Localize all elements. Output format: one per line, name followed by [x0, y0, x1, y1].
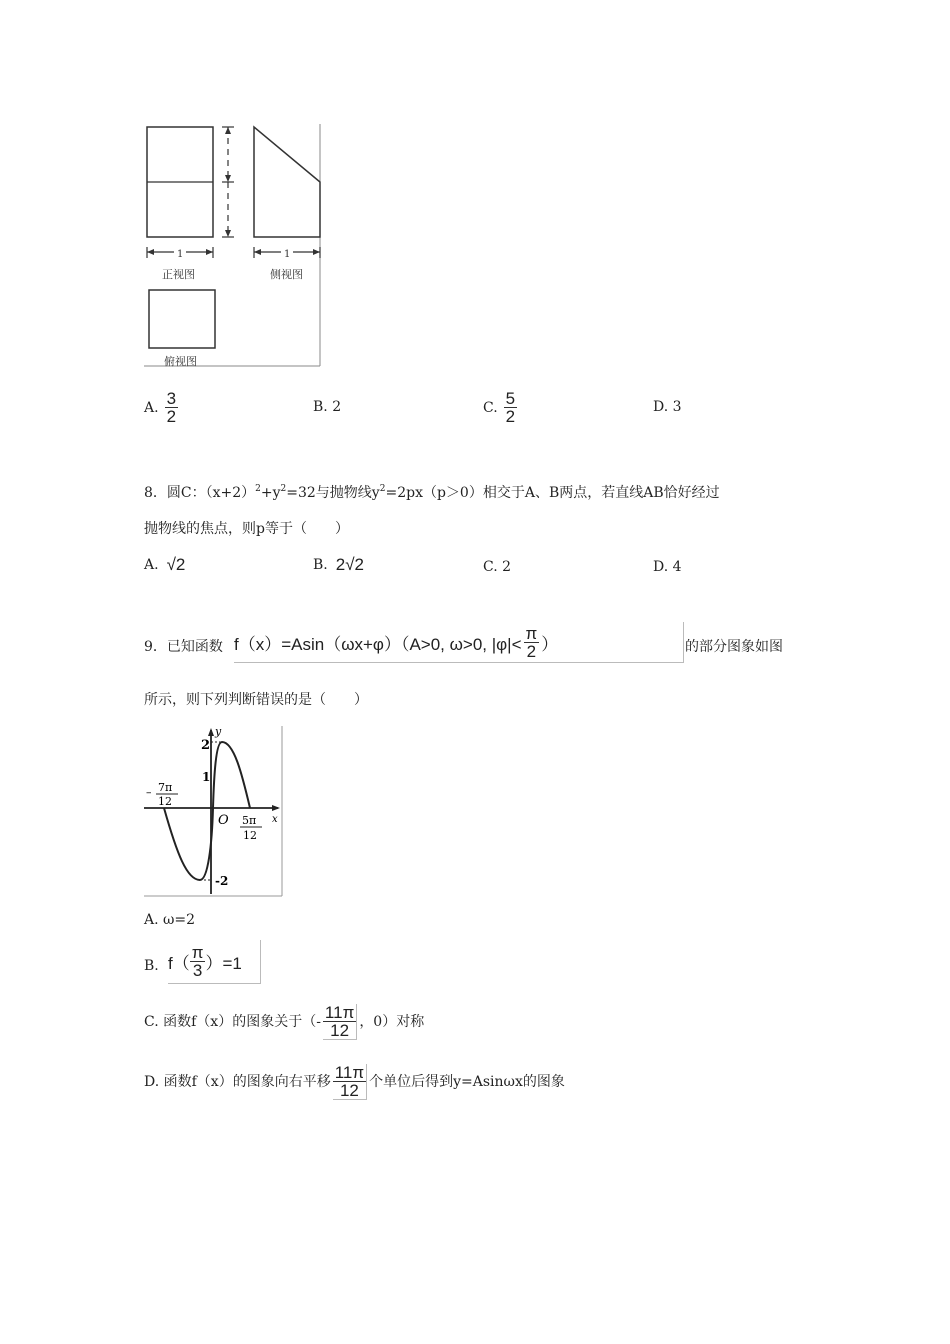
- q7-c-denominator: 2: [505, 407, 516, 426]
- left-tick-den: 12: [158, 795, 172, 808]
- q9-option-b-num: π: [191, 943, 204, 962]
- q8-sup2: 2: [280, 484, 287, 494]
- q9-formula-close: ）: [541, 634, 559, 654]
- q7-option-c-letter: C.: [483, 399, 498, 416]
- x-axis-label: x: [272, 814, 278, 825]
- side-view-label: 侧视图: [270, 268, 303, 281]
- q8-option-a-value: √2: [166, 555, 186, 574]
- origin-label: O: [218, 813, 229, 828]
- q8-option-a-letter: A.: [144, 557, 159, 573]
- q7-option-a[interactable]: [144, 390, 178, 425]
- q8-text-b: +y: [260, 485, 281, 501]
- q8-stem-line2: 抛物线的焦点，则p等于（ ）: [144, 521, 349, 537]
- q9-option-b[interactable]: [144, 956, 159, 976]
- q8-sup1: 2: [255, 484, 261, 494]
- y-axis-label: y: [215, 725, 222, 738]
- right-tick-num: 5π: [242, 814, 257, 827]
- q7-option-c-fraction: [504, 390, 517, 425]
- right-tick-den: 12: [243, 829, 257, 842]
- q8-option-b-value: 2√2: [335, 555, 364, 574]
- q9-option-b-fraction: [190, 944, 206, 979]
- q8-option-b[interactable]: [313, 555, 364, 575]
- q9-option-c-num: 11π: [324, 1003, 355, 1022]
- q9-option-b-den: 3: [192, 961, 203, 980]
- q8-text-d: =2px（p＞0）相交于A、B两点，若直线AB恰好经过: [385, 485, 720, 501]
- side-dim-label: 1: [284, 249, 291, 260]
- tick-2-label: 2: [201, 738, 211, 753]
- left-tick-num: 7π: [158, 781, 173, 794]
- q7-option-b[interactable]: B. 2: [313, 399, 342, 415]
- q9-option-d[interactable]: [144, 1064, 565, 1100]
- q9-option-c-post: ，0）对称: [359, 1014, 425, 1030]
- q9-prefix: 9．已知函数: [144, 639, 223, 655]
- q8-option-d[interactable]: D. 4: [653, 559, 682, 575]
- q9-suffix: 的部分图象如图: [685, 639, 783, 655]
- q9-option-c-pre: C. 函数f（x）的图象关于（-: [144, 1014, 321, 1030]
- q9-option-d-num: 11π: [334, 1063, 365, 1082]
- q7-a-numerator: 3: [166, 389, 177, 408]
- q9-option-b-f: f（: [168, 954, 190, 973]
- tick-neg2-label: -2: [215, 874, 229, 888]
- q7-option-a-fraction: [165, 390, 178, 425]
- front-view-label: 正视图: [162, 268, 195, 281]
- q9-option-b-letter: B.: [144, 958, 159, 974]
- q8-option-b-letter: B.: [313, 557, 328, 573]
- q7-c-numerator: 5: [505, 389, 516, 408]
- front-dim-label: 1: [177, 249, 184, 260]
- top-view-shape: [149, 290, 215, 348]
- q9-function-graph: [142, 724, 284, 898]
- q9-formula-text: f（x）=Asin（ωx+φ）（A>0, ω>0, |φ|<: [234, 634, 522, 654]
- q9-formula-den: 2: [526, 641, 537, 661]
- q9-option-c-den: 12: [330, 1021, 350, 1040]
- q8-stem-line1: [144, 479, 720, 503]
- q8-option-a[interactable]: [144, 555, 185, 575]
- q7-a-denominator: 2: [166, 407, 177, 426]
- q9-option-d-post: 个单位后得到y=Asinωx的图象: [369, 1074, 565, 1090]
- three-view-figure: [142, 122, 322, 368]
- q7-option-d[interactable]: D. 3: [653, 399, 682, 415]
- q9-option-d-den: 12: [339, 1081, 359, 1100]
- q7-option-a-letter: A.: [144, 399, 159, 416]
- q9-formula: [234, 622, 684, 663]
- q9-option-a[interactable]: A. ω=2: [144, 912, 196, 928]
- q8-option-c[interactable]: C. 2: [483, 559, 512, 575]
- q9-option-b-tail: ）=1: [205, 954, 242, 973]
- svg-text:–: –: [146, 786, 152, 799]
- q9-stem-line2: 所示，则下列判断错误的是（ ）: [144, 692, 368, 708]
- top-view-label: 俯视图: [164, 355, 197, 368]
- q9-formula-pi: π: [525, 623, 538, 643]
- q9-formula-fraction: [524, 625, 540, 660]
- sine-curve: [164, 742, 250, 880]
- q8-text-a: 8．圆C：（x+2）: [144, 485, 256, 501]
- q9-option-c[interactable]: [144, 1004, 424, 1040]
- q7-option-c[interactable]: [483, 390, 517, 425]
- side-view-shape: [254, 127, 320, 237]
- q9-option-d-fraction: [333, 1064, 367, 1100]
- q9-option-b-formula: [168, 940, 261, 984]
- q8-text-c: =32与抛物线y: [286, 485, 380, 501]
- q9-option-d-pre: D. 函数f（x）的图象向右平移: [144, 1074, 331, 1090]
- q8-sup3: 2: [379, 484, 386, 494]
- tick-1-label: 1: [202, 770, 211, 784]
- q9-option-c-fraction: [323, 1004, 357, 1040]
